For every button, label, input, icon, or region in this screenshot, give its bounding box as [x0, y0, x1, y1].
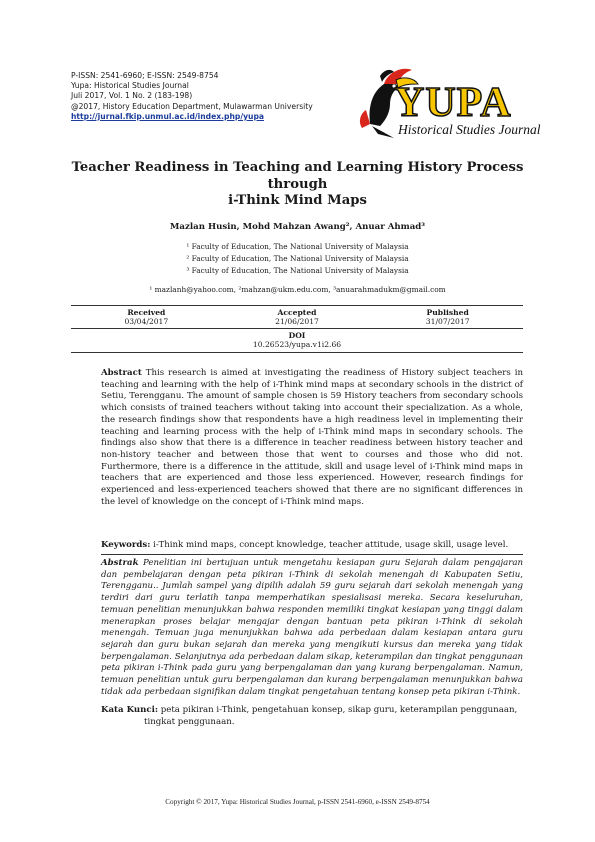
affiliation-3: ³ Faculty of Education, The National University of Malaysia	[186, 265, 409, 275]
kata-kunci-section	[101, 705, 523, 728]
affiliation-2: ² Faculty of Education, The National University of Malaysia	[186, 253, 409, 263]
doi-value: 10.26523/yupa.v1i2.66	[252, 340, 342, 349]
published-label: Published	[426, 308, 469, 317]
author-list: Mazlan Husin, Mohd Mahzan Awang², Anuar Ahmad³	[169, 222, 426, 232]
issue-line: Juli 2017, Vol. 1 No. 2 (183-198)	[71, 91, 193, 101]
keywords-label: Keywords:	[101, 540, 151, 550]
journal-name: Yupa: Historical Studies Journal	[71, 81, 189, 91]
logo-subtitle: Historical Studies Journal	[398, 122, 541, 137]
affiliation-1: ¹ Faculty of Education, The National University of Malaysia	[186, 242, 409, 251]
logo-wordmark: YUPA	[394, 80, 512, 126]
copyright-line: @2017, History Education Department, Mulawarman University	[71, 101, 313, 111]
abstract-section	[101, 368, 523, 508]
abstrak-text: Penelitian ini bertujuan untuk mengetahu kesiapan guru Sejarah dalam pengajaran dan pembelajaran dengan peta pikiran i-Think di sekolah menengah di Kabupaten Setiu, Terengganu.. Jumlah sampel yang dipilih adalah 59 guru sejarah dari sekolah menengah yang terdiri dari guru terlatih tanpa memperhatikan spesialisasi mereka. Secara keseluruhan, temuan penelitian menunjukkan bahwa responden memiliki tingkat kesiapan yang tinggi dalam menerapkan proses belajar mengajar dengan bantuan peta pikiran i-Think di sekolah menengah. Temuan juga menunjukkan bahwa ada perbedaan dalam kesiapan antara guru sejarah dan guru bukan sejarah dan mereka yang mengikuti kursus dan mereka yang tidak berpengalaman. Selanjutnya ada perbedaan dalam sikap, keterampilan dan tingkat penggunaan peta pikiran i-Think pada guru yang berpengalaman dan yang kurang berpengalaman. Namun, temuan penelitian untuk guru berpengalaman dan kurang berpengalaman menunjukkan bahwa tidak ada perbedaan signifikan dalam tingkat pengetahuan tentang konsep peta pikiran i-Think.	[101, 558, 524, 697]
kata-kunci-label: Kata Kunci:	[101, 705, 159, 715]
article-title	[60, 160, 535, 210]
abstract-label: Abstract	[101, 368, 142, 378]
page-footer: Copyright © 2017, Yupa: Historical Studies Journal, p-ISSN 2541-6960, e-ISSN 2549-8754	[165, 798, 430, 806]
accepted-label: Accepted	[277, 308, 317, 317]
author-emails: ¹ mazlanh@yahoo.com, ²mahzan@ukm.edu.com, ³anuarahmadukm@gmail.com	[149, 285, 446, 294]
abstract-text: This research is aimed at investigating the readiness of History subject teachers in teaching and learning with the help of i-Think mind maps at secondary schools in the district of Setiu, Terengganu. The amount of sample chosen is 59 History teachers from secondary schools which consists of trained teachers without taking into account their specialization. As a whole, the research findings show that respondents have a high readiness level in implementing their teaching and learning process with the help of i-Think mind maps in secondary schools. The findings also show that there is a difference in teacher readiness between history teacher and non-history teacher and between those that went to courses and those who did not. Furthermore, there is a difference in the attitude, skill and usage level of i-Think mind maps in teachers that are experienced and those less experienced. However, research findings for experienced and less-experienced teachers showed that there are no significant differences in the level of knowledge on the concept of i-Think mind maps.	[101, 368, 524, 507]
accepted-date: 21/06/2017	[275, 317, 319, 326]
published-date: 31/07/2017	[425, 317, 470, 326]
abstrak-section	[101, 558, 523, 698]
keywords-section	[101, 540, 523, 555]
title-line-2: i-Think Mind Maps	[228, 193, 367, 208]
journal-header	[71, 71, 313, 122]
journal-url-link[interactable]: http://jurnal.fkip.unmul.ac.id/index.php/yupa	[71, 111, 265, 121]
doi-label: DOI	[288, 331, 306, 340]
title-line-1: Teacher Readiness in Teaching and Learning History Process through	[71, 160, 524, 192]
kata-kunci-text-2: tingkat penggunaan.	[144, 716, 235, 727]
keywords-text: i-Think mind maps, concept knowledge, teacher attitude, usage skill, usage level.	[153, 540, 509, 550]
affiliation-list	[60, 241, 535, 276]
received-date: 03/04/2017	[124, 317, 169, 326]
issn-line: P-ISSN: 2541-6960; E-ISSN: 2549-8754	[71, 71, 219, 80]
received-label: Received	[127, 308, 166, 317]
abstrak-label: Abstrak	[101, 558, 139, 568]
kata-kunci-text-1: peta pikiran i-Think, pengetahuan konsep, sikap guru, keterampilan penggunaan,	[160, 705, 518, 715]
dates-table	[71, 305, 523, 353]
